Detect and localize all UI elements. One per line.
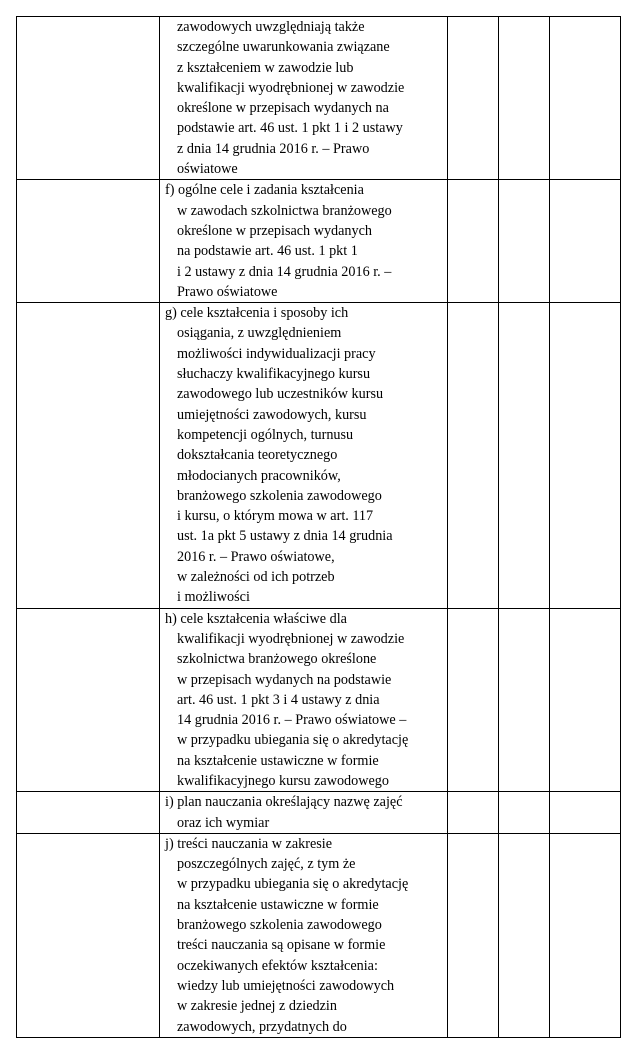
text-line: g) cele kształcenia i sposoby ich xyxy=(165,305,349,322)
empty-cell xyxy=(499,303,550,608)
empty-cell xyxy=(550,792,621,834)
empty-label-cell xyxy=(17,180,160,303)
text-line: słuchaczy kwalifikacyjnego kursu xyxy=(177,366,371,383)
empty-cell xyxy=(499,608,550,792)
text-line: określone w przepisach wydanych na xyxy=(177,100,389,117)
text-line: w przypadku ubiegania się o akredytację xyxy=(177,732,409,749)
text-line: h) cele kształcenia właściwe dla xyxy=(165,610,347,627)
text-line: oraz ich wymiar xyxy=(177,814,270,831)
table-row xyxy=(17,833,621,1037)
criterion-cell xyxy=(160,180,448,303)
text-line: kompetencji ogólnych, turnusu xyxy=(177,426,354,443)
table-row xyxy=(17,792,621,834)
text-line: zawodowego lub uczestników kursu xyxy=(177,386,384,403)
text-line: na podstawie art. 46 ust. 1 pkt 1 xyxy=(177,243,358,260)
text-line: kwalifikacji wyodrębnionej w zawodzie xyxy=(177,79,405,96)
table-row xyxy=(17,17,621,180)
text-line: szkolnictwa branżowego określone xyxy=(177,651,377,668)
text-line: wiedzy lub umiejętności zawodowych xyxy=(177,977,395,994)
text-line: w zależności od ich potrzeb xyxy=(177,569,335,586)
empty-label-cell xyxy=(17,833,160,1037)
criterion-cell xyxy=(160,17,448,180)
criterion-text xyxy=(160,609,447,792)
text-line: 14 grudnia 2016 r. – Prawo oświatowe – xyxy=(177,712,407,729)
text-line: ust. 1a pkt 5 ustawy z dnia 14 grudnia xyxy=(177,528,393,545)
text-line: w zakresie jednej z dziedzin xyxy=(177,998,337,1015)
text-line: oczekiwanych efektów kształcenia: xyxy=(177,957,378,974)
text-line: Prawo oświatowe xyxy=(177,283,278,300)
criterion-cell xyxy=(160,833,448,1037)
text-line: treści nauczania są opisane w formie xyxy=(177,937,386,954)
text-line: szczególne uwarunkowania związane xyxy=(177,39,390,56)
empty-cell xyxy=(550,303,621,608)
text-line: w przepisach wydanych na podstawie xyxy=(177,671,392,688)
criterion-cell xyxy=(160,608,448,792)
empty-label-cell xyxy=(17,608,160,792)
text-line: w zawodach szkolnictwa branżowego xyxy=(177,202,392,219)
empty-cell xyxy=(448,180,499,303)
text-line: młodocianych pracowników, xyxy=(177,467,341,484)
text-line: poszczególnych zajęć, z tym że xyxy=(177,856,356,873)
text-line: f) ogólne cele i zadania kształcenia xyxy=(165,182,364,199)
text-line: branżowego szkolenia zawodowego xyxy=(177,917,382,934)
empty-cell xyxy=(550,17,621,180)
empty-cell xyxy=(499,180,550,303)
text-line: branżowego szkolenia zawodowego xyxy=(177,487,382,504)
text-line: i możliwości xyxy=(177,589,250,606)
empty-label-cell xyxy=(17,792,160,834)
text-line: z dnia 14 grudnia 2016 r. – Prawo xyxy=(177,140,370,157)
text-line: j) treści nauczania w zakresie xyxy=(165,835,333,852)
accreditation-table xyxy=(16,16,621,1038)
empty-cell xyxy=(448,792,499,834)
text-line: osiągania, z uwzględnieniem xyxy=(177,325,342,342)
empty-label-cell xyxy=(17,303,160,608)
text-line: 2016 r. – Prawo oświatowe, xyxy=(177,548,335,565)
text-line: zawodowych, przydatnych do xyxy=(177,1018,347,1035)
text-line: umiejętności zawodowych, kursu xyxy=(177,406,367,423)
empty-cell xyxy=(550,608,621,792)
empty-cell xyxy=(448,608,499,792)
table-row xyxy=(17,303,621,608)
empty-cell xyxy=(550,180,621,303)
criterion-text xyxy=(160,180,447,302)
text-line: art. 46 ust. 1 pkt 3 i 4 ustawy z dnia xyxy=(177,691,380,708)
empty-cell xyxy=(499,833,550,1037)
empty-cell xyxy=(550,833,621,1037)
criterion-text xyxy=(160,834,447,1037)
empty-cell xyxy=(448,833,499,1037)
text-line: oświatowe xyxy=(177,161,238,178)
empty-cell xyxy=(448,17,499,180)
text-line: kwalifikacji wyodrębnionej w zawodzie xyxy=(177,630,405,647)
text-line: z kształceniem w zawodzie lub xyxy=(177,59,354,76)
text-line: na kształcenie ustawiczne w formie xyxy=(177,752,379,769)
empty-cell xyxy=(499,792,550,834)
criterion-cell xyxy=(160,792,448,834)
text-line: określone w przepisach wydanych xyxy=(177,222,373,239)
text-line: dokształcania teoretycznego xyxy=(177,447,338,464)
empty-cell xyxy=(448,303,499,608)
text-line: i kursu, o którym mowa w art. 117 xyxy=(177,508,374,525)
criterion-text xyxy=(160,303,447,607)
text-line: i) plan nauczania określający nazwę zajęć xyxy=(165,794,403,811)
text-line: możliwości indywidualizacji pracy xyxy=(177,345,376,362)
table-row xyxy=(17,180,621,303)
text-line: kwalifikacyjnego kursu zawodowego xyxy=(177,772,389,789)
text-line: na kształcenie ustawiczne w formie xyxy=(177,896,379,913)
criterion-text xyxy=(160,792,447,833)
text-line: i 2 ustawy z dnia 14 grudnia 2016 r. – xyxy=(177,263,392,280)
criterion-cell xyxy=(160,303,448,608)
text-line: zawodowych uwzględniają także xyxy=(177,19,365,35)
empty-label-cell xyxy=(17,17,160,180)
text-line: podstawie art. 46 ust. 1 pkt 1 i 2 ustawy xyxy=(177,120,403,137)
table-row xyxy=(17,608,621,792)
empty-cell xyxy=(499,17,550,180)
text-line: w przypadku ubiegania się o akredytację xyxy=(177,876,409,893)
criterion-text xyxy=(160,17,447,179)
